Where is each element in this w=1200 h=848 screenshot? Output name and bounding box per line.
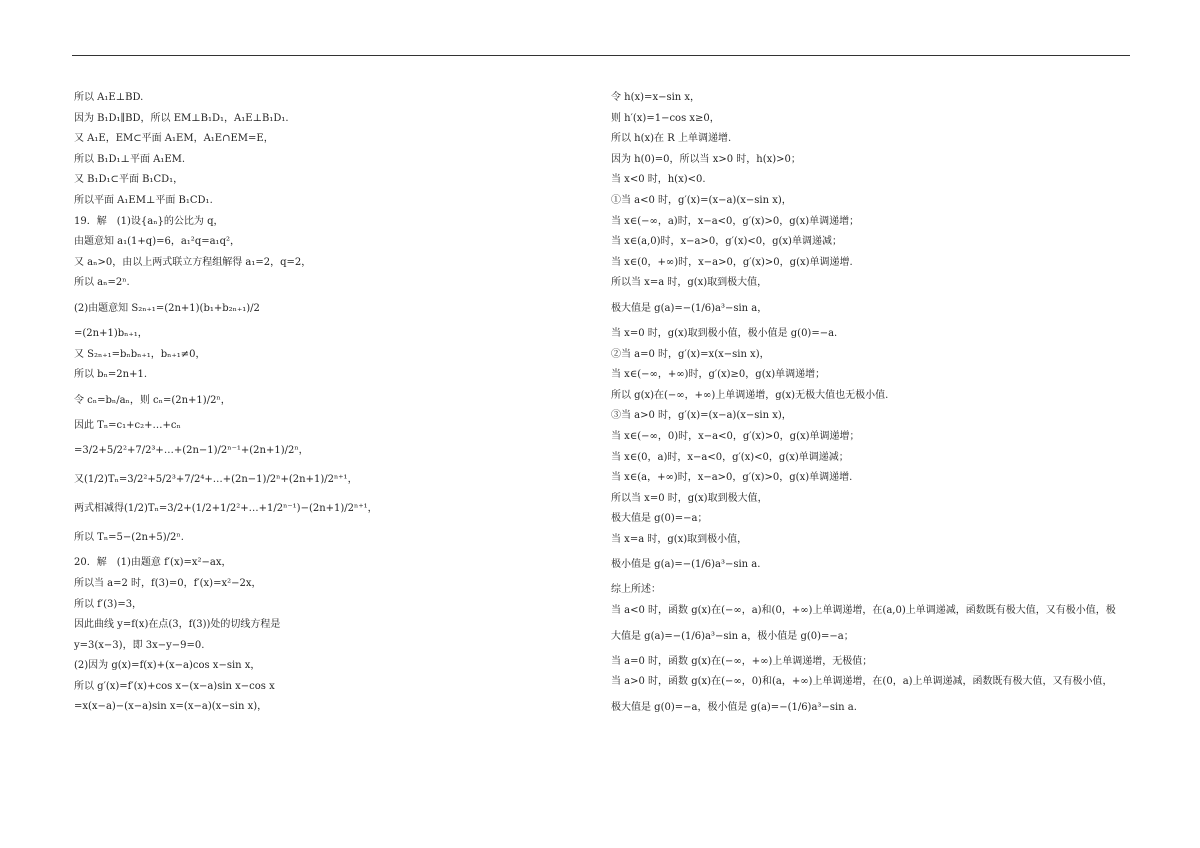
- text-line: 当 a>0 时，函数 g(x)在(−∞，0)和(a，+∞)上单调递增，在(0，a)上单调递减，函数既有极大值，又有极小值，: [611, 676, 1113, 688]
- formula-line: 所以 Tₙ=5−(2n+5)/2ⁿ.: [74, 532, 184, 544]
- text-line: 当 x∈(a，+∞)时，x−a>0，g′(x)>0，g(x)单调递增.: [611, 472, 853, 484]
- text-line: =x(x−a)−(x−a)sin x=(x−a)(x−sin x)，: [74, 701, 268, 713]
- header-rule: [72, 55, 1130, 56]
- text-line: 极大值是 g(0)=−a；: [611, 513, 708, 525]
- text-line: =(2n+1)bₙ₊₁，: [74, 327, 148, 339]
- text-line: 所以 bₙ=2n+1.: [74, 369, 148, 381]
- text-line: 当 x=a 时，g(x)取到极小值，: [611, 533, 748, 545]
- text-line: 因为 h(0)=0，所以当 x>0 时，h(x)>0；: [611, 153, 801, 165]
- text-line: 又 A₁E，EM⊂平面 A₁EM，A₁E∩EM=E，: [74, 133, 274, 145]
- text-line: 因此曲线 y=f(x)在点(3，f(3))处的切线方程是: [74, 619, 281, 631]
- text-line: y=3(x−3)，即 3x−y−9=0.: [74, 639, 205, 651]
- formula-line: 两式相减得(1/2)Tₙ=3/2+(1/2+1/2²+…+1/2ⁿ⁻¹)−(2n+1)/2ⁿ⁺¹，: [74, 503, 378, 515]
- formula-line: 又(1/2)Tₙ=3/2²+5/2³+7/2⁴+…+(2n−1)/2ⁿ+(2n+1)/2ⁿ⁺¹，: [74, 474, 358, 486]
- text-line: 所以当 x=0 时，g(x)取到极大值，: [611, 492, 768, 504]
- text-line: 当 x∈(−∞，+∞)时，g′(x)≥0，g(x)单调递增；: [611, 369, 826, 381]
- text-line: 又 aₙ>0，由以上两式联立方程组解得 a₁=2，q=2，: [74, 256, 312, 268]
- text-line: 因为 B₁D₁∥BD，所以 EM⊥B₁D₁，A₁E⊥B₁D₁.: [74, 112, 289, 124]
- text-line: 所以 f′(3)=3，: [74, 598, 143, 610]
- formula-line: 令 cₙ=bₙ/aₙ，则 cₙ=(2n+1)/2ⁿ，: [74, 394, 231, 406]
- left-column: [74, 88, 564, 718]
- summary-heading: 综上所述：: [611, 584, 661, 596]
- problem-20-heading: 20．解 (1)由题意 f′(x)=x²−ax，: [74, 557, 232, 569]
- text-line: 又 B₁D₁⊂平面 B₁CD₁，: [74, 174, 184, 186]
- text-line: 由题意知 a₁(1+q)=6，a₁²q=a₁q²，: [74, 236, 240, 248]
- text-line: 当 x<0 时，h(x)<0.: [611, 174, 706, 186]
- text-line: 令 h(x)=x−sin x，: [611, 92, 701, 103]
- text-line: 所以 B₁D₁⊥平面 A₁EM.: [74, 153, 186, 165]
- formula-line: 极大值是 g(a)=−(1/6)a³−sin a，: [611, 302, 768, 314]
- text-line: 又 S₂ₙ₊₁=bₙbₙ₊₁，bₙ₊₁≠0，: [74, 348, 206, 360]
- text-line: 当 x∈(a,0)时，x−a>0，g′(x)<0，g(x)单调递减；: [611, 236, 842, 248]
- text-line: 当 x=0 时，g(x)取到极小值，极小值是 g(0)=−a.: [611, 327, 838, 339]
- text-line: 则 h′(x)=1−cos x≥0，: [611, 112, 720, 124]
- text-line: 所以 g(x)在(−∞，+∞)上单调递增，g(x)无极大值也无极小值.: [611, 389, 889, 401]
- text-line: 当 x∈(−∞，0)时，x−a<0，g′(x)>0，g(x)单调递增；: [611, 430, 860, 442]
- text-line: 当 x∈(0，+∞)时，x−a>0，g′(x)>0，g(x)单调递增.: [611, 256, 853, 268]
- text-line: ①当 a<0 时，g′(x)=(x−a)(x−sin x)，: [611, 194, 792, 206]
- text-line: 当 a<0 时，函数 g(x)在(−∞，a)和(0，+∞)上单调递增，在(a,0)上单调递减，函数既有极大值，又有极小值，极: [611, 605, 1116, 617]
- text-line: 当 x∈(−∞，a)时，x−a<0，g′(x)>0，g(x)单调递增；: [611, 215, 860, 227]
- formula-line: 大值是 g(a)=−(1/6)a³−sin a，极小值是 g(0)=−a；: [611, 630, 854, 642]
- text-line: ②当 a=0 时，g′(x)=x(x−sin x)，: [611, 348, 770, 360]
- formula-line: 极大值是 g(0)=−a，极小值是 g(a)=−(1/6)a³−sin a.: [611, 701, 857, 713]
- right-column: [611, 88, 1133, 723]
- text-line: 所以当 x=a 时，g(x)取到极大值，: [611, 277, 768, 289]
- text-line: (2)因为 g(x)=f(x)+(x−a)cos x−sin x，: [74, 660, 261, 672]
- text-line: 所以 A₁E⊥BD.: [74, 92, 144, 103]
- text-line: 所以 aₙ=2ⁿ.: [74, 277, 130, 289]
- formula-line: 极小值是 g(a)=−(1/6)a³−sin a.: [611, 559, 761, 571]
- text-line: 所以 g′(x)=f′(x)+cos x−(x−a)sin x−cos x: [74, 680, 275, 692]
- formula-line: (2)由题意知 S₂ₙ₊₁=(2n+1)(b₁+b₂ₙ₊₁)/2: [74, 302, 260, 314]
- text-line: ③当 a>0 时，g′(x)=(x−a)(x−sin x)，: [611, 410, 792, 422]
- text-line: 所以平面 A₁EM⊥平面 B₁CD₁.: [74, 194, 213, 206]
- text-line: 所以 h(x)在 R 上单调递增.: [611, 133, 732, 145]
- formula-line: =3/2+5/2²+7/2³+…+(2n−1)/2ⁿ⁻¹+(2n+1)/2ⁿ，: [74, 445, 309, 457]
- text-line: 因此 Tₙ=c₁+c₂+…+cₙ: [74, 419, 181, 431]
- text-line: 当 a=0 时，函数 g(x)在(−∞，+∞)上单调递增，无极值；: [611, 655, 873, 667]
- text-line: 当 x∈(0，a)时，x−a<0，g′(x)<0，g(x)单调递减；: [611, 451, 849, 463]
- text-line: 所以当 a=2 时，f(3)=0，f′(x)=x²−2x，: [74, 577, 262, 589]
- problem-19-heading: 19．解 (1)设{aₙ}的公比为 q，: [74, 215, 224, 227]
